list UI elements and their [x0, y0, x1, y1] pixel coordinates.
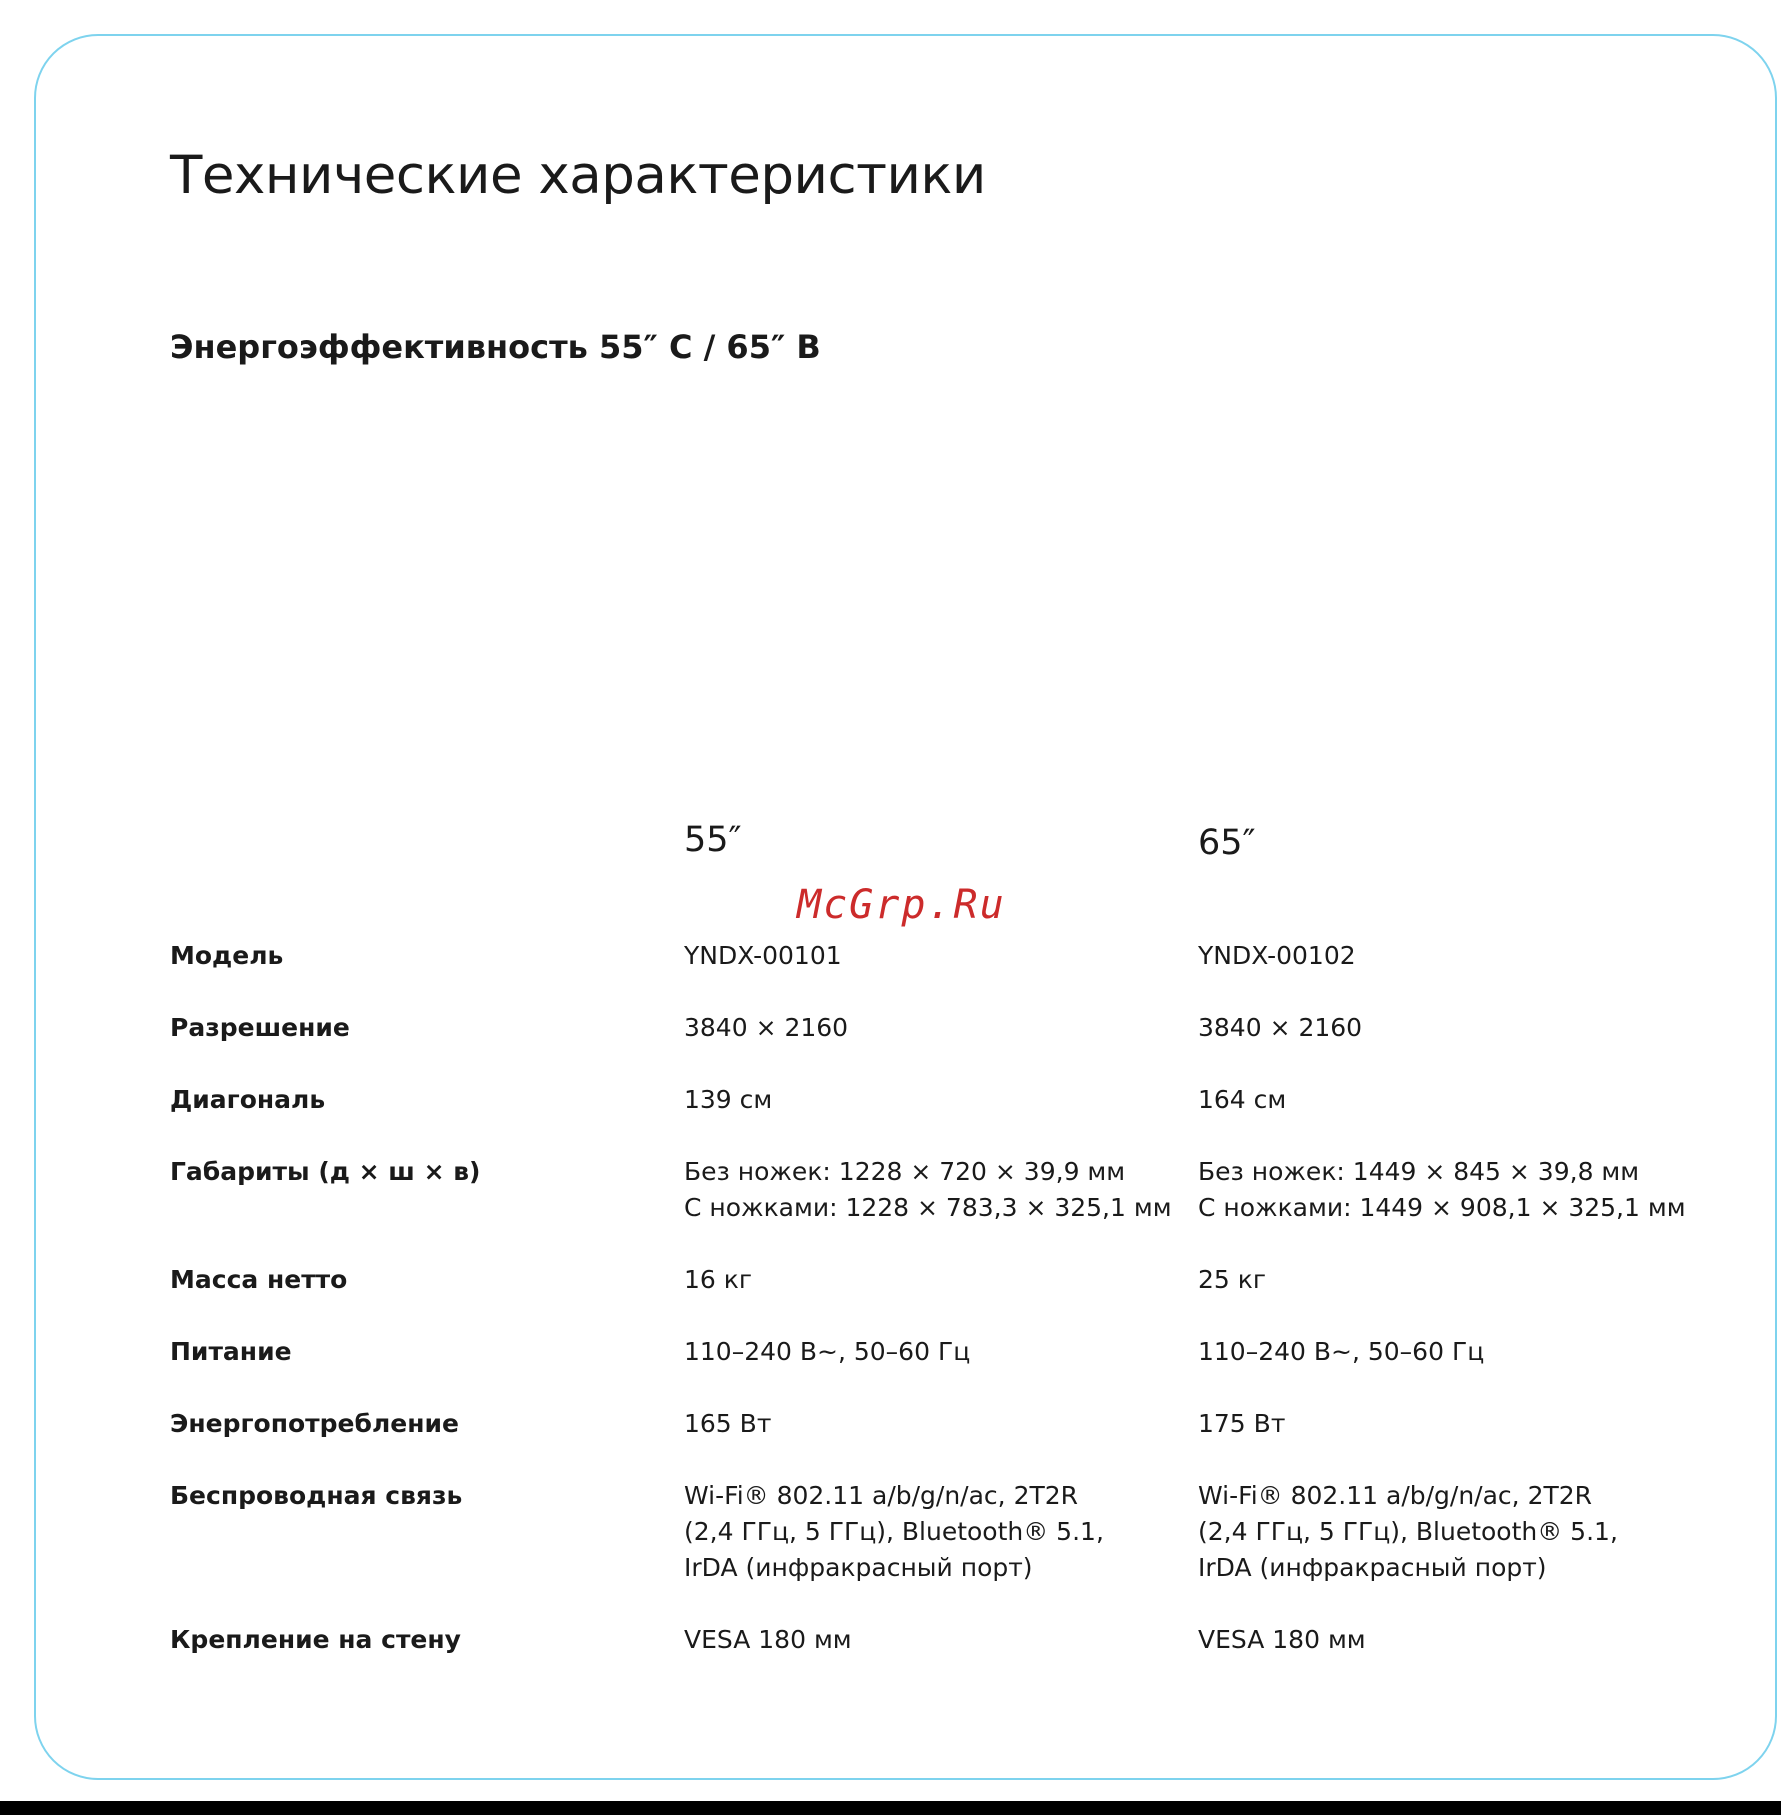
- spec-value-line: YNDX-00101: [684, 941, 842, 970]
- spec-row: [170, 1262, 1670, 1302]
- spec-value-line: (2,4 ГГц, 5 ГГц), Bluetooth® 5.1,: [1198, 1517, 1618, 1546]
- spec-value-line: 110–240 В~, 50–60 Гц: [684, 1337, 971, 1366]
- spec-value-line: 165 Вт: [684, 1409, 772, 1438]
- spec-value-55: [684, 1010, 848, 1046]
- spec-value-65: [1198, 1010, 1362, 1046]
- spec-label: Разрешение: [170, 1013, 350, 1042]
- spec-value-line: VESA 180 мм: [684, 1625, 852, 1654]
- spec-value-line: IrDA (инфракрасный порт): [684, 1553, 1033, 1582]
- spec-value-line: IrDA (инфракрасный порт): [1198, 1553, 1547, 1582]
- spec-value-line: 3840 × 2160: [1198, 1013, 1363, 1042]
- spec-value-55: [684, 1406, 771, 1442]
- spec-value-55: [684, 1154, 1172, 1226]
- spec-value-55: [684, 938, 842, 974]
- spec-label: Масса нетто: [170, 1265, 348, 1294]
- spec-label: Питание: [170, 1337, 292, 1366]
- spec-value-line: Без ножек: 1228 × 720 × 39,9 мм: [684, 1157, 1126, 1186]
- spec-value-55: [684, 1622, 852, 1658]
- spec-value-line: С ножками: 1228 × 783,3 × 325,1 мм: [684, 1193, 1172, 1222]
- watermark: McGrp.Ru: [797, 882, 1006, 928]
- spec-value-65: [1198, 1082, 1286, 1118]
- spec-value-65: [1198, 1334, 1484, 1370]
- spec-row: [170, 1154, 1686, 1222]
- spec-label: Габариты (д × ш × в): [170, 1157, 481, 1186]
- spec-label: Диагональ: [170, 1085, 326, 1114]
- bottom-rule: [0, 1801, 1781, 1815]
- spec-value-65: [1198, 1478, 1618, 1586]
- column-header-65: 65″: [1198, 823, 1256, 863]
- page-title: Технические характеристики: [170, 145, 986, 206]
- spec-value-55: [684, 1082, 772, 1118]
- spec-row: [170, 1082, 1670, 1122]
- spec-value-65: [1198, 1154, 1686, 1226]
- spec-value-line: 164 см: [1198, 1085, 1287, 1114]
- spec-row: [170, 1010, 1670, 1050]
- spec-value-line: 110–240 В~, 50–60 Гц: [1198, 1337, 1485, 1366]
- spec-row: [170, 1406, 1670, 1446]
- energy-efficiency-heading: Энергоэффективность 55″ C / 65″ B: [170, 328, 821, 366]
- spec-value-line: Без ножек: 1449 × 845 × 39,8 мм: [1198, 1157, 1640, 1186]
- spec-label: Модель: [170, 941, 284, 970]
- spec-value-line: YNDX-00102: [1198, 941, 1356, 970]
- spec-value-line: 139 см: [684, 1085, 773, 1114]
- spec-value-65: [1198, 1262, 1266, 1298]
- spec-value-line: Wi-Fi® 802.11 a/b/g/n/ac, 2T2R: [684, 1481, 1079, 1510]
- spec-row: [170, 938, 1670, 978]
- spec-value-line: (2,4 ГГц, 5 ГГц), Bluetooth® 5.1,: [684, 1517, 1104, 1546]
- spec-row: [170, 1478, 1670, 1582]
- spec-row: [170, 1334, 1670, 1374]
- spec-value-line: VESA 180 мм: [1198, 1625, 1366, 1654]
- spec-row: [170, 1622, 1670, 1662]
- spec-value-line: 3840 × 2160: [684, 1013, 849, 1042]
- spec-value-line: 25 кг: [1198, 1265, 1266, 1294]
- spec-label: Крепление на стену: [170, 1625, 461, 1654]
- spec-value-65: [1198, 938, 1356, 974]
- spec-value-line: 175 Вт: [1198, 1409, 1286, 1438]
- spec-value-line: С ножками: 1449 × 908,1 × 325,1 мм: [1198, 1193, 1686, 1222]
- spec-value-55: [684, 1478, 1104, 1586]
- spec-label: Беспроводная связь: [170, 1481, 463, 1510]
- spec-value-line: Wi-Fi® 802.11 a/b/g/n/ac, 2T2R: [1198, 1481, 1593, 1510]
- column-header-55: 55″: [684, 820, 742, 860]
- spec-label: Энергопотребление: [170, 1409, 459, 1438]
- spec-value-65: [1198, 1406, 1285, 1442]
- spec-value-55: [684, 1262, 752, 1298]
- spec-value-65: [1198, 1622, 1366, 1658]
- spec-value-55: [684, 1334, 970, 1370]
- spec-value-line: 16 кг: [684, 1265, 752, 1294]
